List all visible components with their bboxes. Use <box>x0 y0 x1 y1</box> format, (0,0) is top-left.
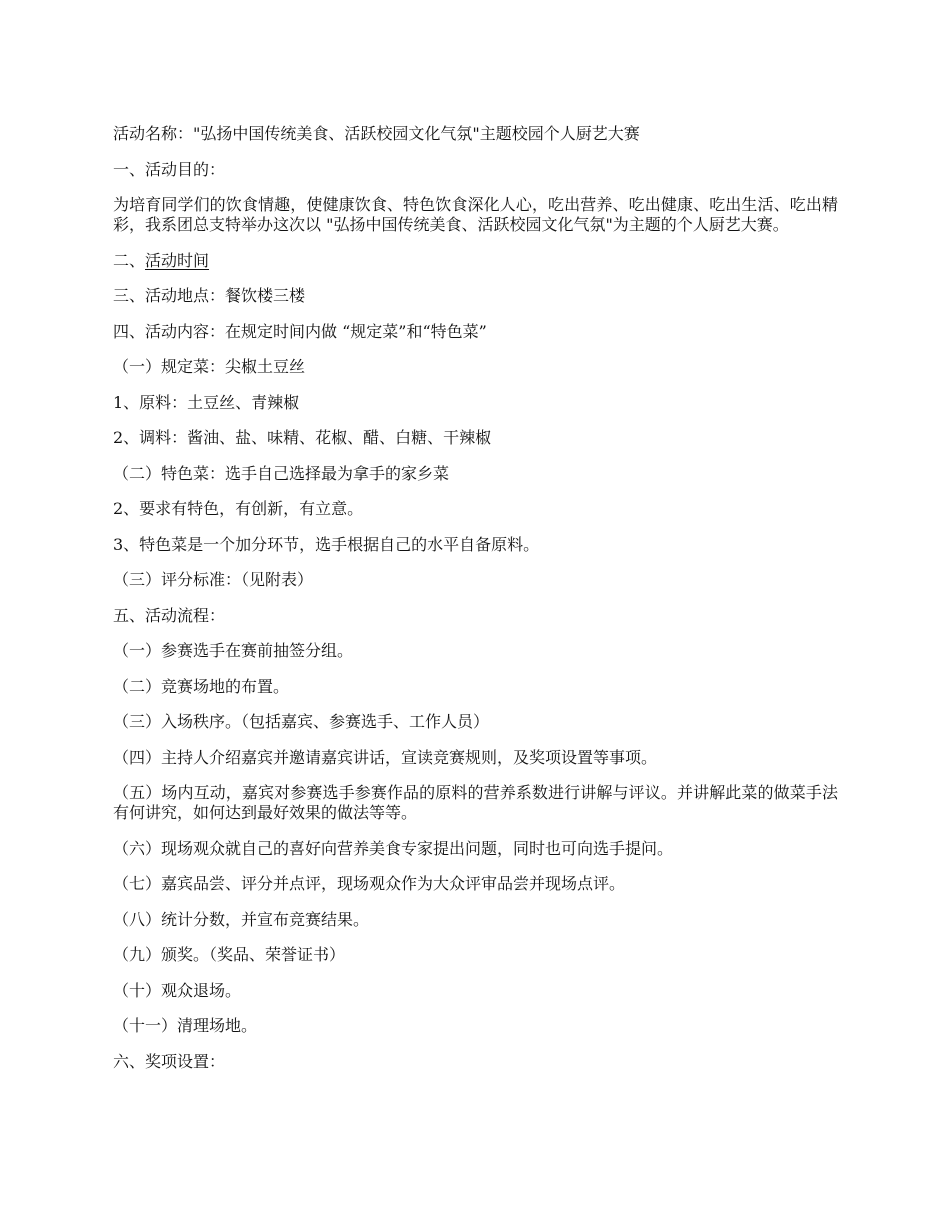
section-5-step-11: （十一）清理场地。 <box>113 1016 258 1035</box>
section-2-heading <box>113 251 838 271</box>
section-4-item-1-seasonings: 2、调料：酱油、盐、味精、花椒、醋、白糖、干辣椒 <box>113 428 492 447</box>
section-4-item-2-requirement: 2、要求有特色，有创新，有立意。 <box>113 499 364 518</box>
section-5-step-7: （七）嘉宾品尝、评分并点评，现场观众作为大众评审品尝并现场点评。 <box>113 874 626 893</box>
section-1-body: 为培育同学们的饮食情趣，使健康饮食、特色饮食深化人心，吃出营养、吃出健康、吃出生活、吃出精彩，我系团总支特举办这次以 "弘扬中国传统美食、活跃校园文化气氛"为主题的个人厨艺大赛。 <box>113 195 838 234</box>
section-3-heading: 三、活动地点：餐饮楼三楼 <box>113 286 306 305</box>
section-4-item-2-bonus: 3、特色菜是一个加分环节，选手根据自己的水平自备原料。 <box>113 534 540 554</box>
activity-title-line: 活动名称："弘扬中国传统美食、活跃校园文化气氛"主题校园个人厨艺大赛 <box>113 124 640 143</box>
section-4-item-2: （二）特色菜：选手自己选择最为拿手的家乡菜 <box>113 463 450 483</box>
section-5-step-4: （四）主持人介绍嘉宾并邀请嘉宾讲话，宣读竞赛规则，及奖项设置等事项。 <box>113 747 658 767</box>
document-body <box>113 124 838 1087</box>
section-4-item-1-ingredients: 1、原料：土豆丝、青辣椒 <box>113 392 300 412</box>
section-2-text: 活动时间 <box>145 250 210 270</box>
section-5-step-3: （三）入场秩序。（包括嘉宾、参赛选手、工作人员） <box>113 712 490 731</box>
section-4-heading: 四、活动内容：在规定时间内做 “规定菜”和“特色菜” <box>113 321 487 341</box>
section-5-step-10: （十）观众退场。 <box>113 980 242 1000</box>
section-5-step-2: （二）竞赛场地的布置。 <box>113 676 290 696</box>
section-4-item-1: （一）规定菜：尖椒土豆丝 <box>113 357 306 376</box>
section-5-step-1: （一）参赛选手在赛前抽签分组。 <box>113 641 354 660</box>
section-1-heading: 一、活动目的： <box>113 159 226 179</box>
section-5-heading: 五、活动流程： <box>113 605 226 625</box>
section-6-heading: 六、奖项设置： <box>113 1051 226 1071</box>
section-5-step-8: （八）统计分数，并宣布竞赛结果。 <box>113 909 370 929</box>
section-5-step-9: （九）颁奖。（奖品、荣誉证书） <box>113 945 346 964</box>
section-5-step-5: （五）场内互动，嘉宾对参赛选手参赛作品的原料的营养系数进行讲解与评议。并讲解此菜的做菜手法有何讲究，如何达到最好效果的做法等等。 <box>113 783 838 822</box>
section-5-step-6: （六）现场观众就自己的喜好向营养美食专家提出问题，同时也可向选手提问。 <box>113 838 674 858</box>
section-4-item-3: （三）评分标准：（见附表） <box>113 570 314 589</box>
section-2-prefix: 二、 <box>113 250 146 270</box>
